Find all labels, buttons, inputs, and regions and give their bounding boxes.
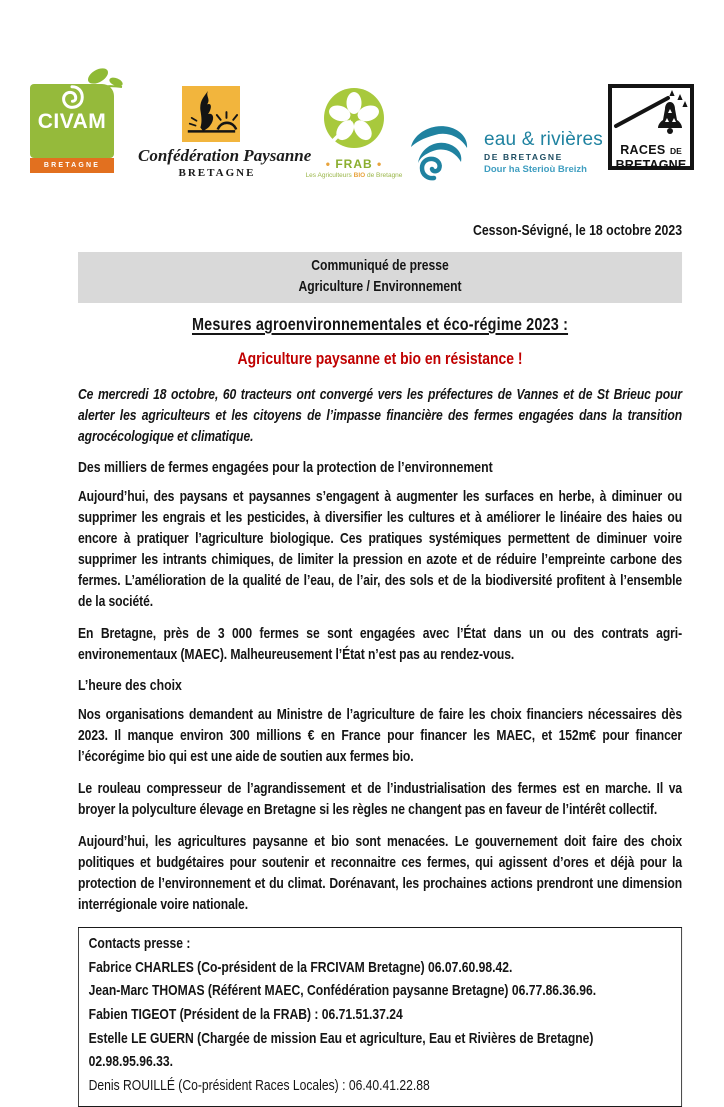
bell-ermine-icon [612,88,690,136]
civam-square [30,84,114,158]
press-contacts-box [78,927,682,1107]
dateline: Cesson-Sévigné, le 18 octobre 2023 [472,222,683,239]
frab-tagline-prefix: Les Agriculteurs [305,172,354,179]
eau-subtitle: DE BRETAGNE [484,152,563,162]
subtitle-red: Agriculture paysanne et bio en résistance ! [237,349,523,368]
frab-name: FRAB [335,157,373,171]
lead-paragraph: Ce mercredi 18 octobre, 60 tracteurs ont convergé vers les préfectures de Vannes et de St Brieuc pour alerter les agriculteurs et les citoyens de l’impasse financière des fermes engagées dans la transition agrocécologique et climatique. [78,387,683,445]
paragraph-4: Le rouleau compresseur de l’agrandissement et de l’industrialisation des fermes est en marche. Il va broyer la polyculture élevage en Bretagne si les règles ne changent pas en faveur de l’intérêt collectif. [78,781,683,818]
press-banner [78,252,682,303]
section-heading-1: Des milliers de fermes engagées pour la protection de l’environnement [78,459,493,476]
spiral-icon [58,84,86,112]
wave-swirl-icon [406,120,478,184]
races-wordmark [612,142,690,172]
contact-line: Fabien TIGEOT (Président de la FRAB) : 06.71.51.37.24 [88,1007,403,1024]
contact-line: Estelle LE GUERN (Chargée de mission Eau et agriculture, Eau et Rivières de Bretagne) 02.98.95.96.33. [88,1030,594,1071]
banner-line-1: Communiqué de presse [311,258,449,274]
paragraph-1: Aujourd’hui, des paysans et paysannes s’engagent à augmenter les surfaces en herbe, à diminuer ou supprimer les engrais et les pesticides, à diversifier les cultures et à améliorer le linéaire des haies ou encore à pratiquer l’agriculture biologique. Ces pratiques systémiques permettent de diminuer voire supprimer les intrants chimiques, de limiter la pression en azote et de réduire l’empreinte carbone des fermes. L’amélioration de la qualité de l’eau, de l’air, des sols et de la biodiversité profitent à l’ensemble de la société. [78,489,683,610]
eau-text-block [484,129,603,175]
eau-wordmark: eau & rivières [484,129,603,150]
frab-dot-left: • [325,157,331,171]
civam-region-strip: BRETAGNE [30,158,114,173]
contact-line: Fabrice CHARLES (Co-président de la FRCIVAM Bretagne) 06.07.60.98.42. [88,959,513,976]
main-title: Mesures agroenvironnementales et éco-régime 2023 : [191,314,569,334]
banner-line-2: Agriculture / Environnement [298,279,462,295]
races-word2: DE [669,146,682,156]
section-heading-2: L’heure des choix [78,677,182,694]
races-word1: RACES [620,143,666,157]
confederation-script-name: Confédération Paysanne [138,146,312,165]
confederation-paysanne-logo [138,86,312,179]
races-word3: BRETAGNE [615,157,687,172]
confederation-square [182,86,240,142]
civam-wordmark: CIVAM [37,110,107,133]
eau-breton-name: Dour ha Sterioù Breizh [484,164,587,175]
frab-wordmark [302,157,406,171]
civam-logo [30,80,114,173]
contact-line-last: Denis ROUILLÉ (Co-président Races Locales) : 06.40.41.22.88 [88,1078,430,1095]
paragraph-5: Aujourd’hui, les agricultures paysanne et bio sont menacées. Le gouvernement doit faire des choix politiques et budgétaires pour soutenir et reconnaitre ces fermes, qui agissent d’ores et déjà pour la protection de l’environnement et du climat. Dorénavant, les prochaines actions prendront une dimension interrégionale voire nationale. [78,834,683,913]
flower-icon [322,86,386,150]
frab-tagline-suffix: de Bretagne [365,172,403,179]
contact-line: Jean-Marc THOMAS (Référent MAEC, Confédération paysanne Bretagne) 06.77.86.36.96. [88,983,597,1000]
paragraph-3: Nos organisations demandent au Ministre de l’agriculture de faire les choix financiers nécessaires dès 2023. Il manque environ 300 millions € en France pour financer les MAEC, et 152m€ pour financer l’écorégime bio qui est une aide de soutien aux fermes bio. [78,707,683,765]
contacts-title: Contacts presse : [88,936,191,952]
frab-dot-right: • [377,157,383,171]
frab-logo [302,86,406,179]
frab-tagline-bio: BIO [353,172,366,179]
document-body [78,222,682,1107]
frab-tagline [302,172,406,179]
races-de-bretagne-logo [608,84,694,170]
paragraph-2: En Bretagne, près de 3 000 fermes se sont engagées avec l’État dans un ou des contrats agri-environementaux (MAEC). Malheureusement l’État n’est pas au rendez-vous. [78,626,683,663]
paysan-sun-icon [182,86,240,142]
eau-et-rivieres-logo [406,120,603,184]
confederation-region: BRETAGNE [178,167,256,179]
